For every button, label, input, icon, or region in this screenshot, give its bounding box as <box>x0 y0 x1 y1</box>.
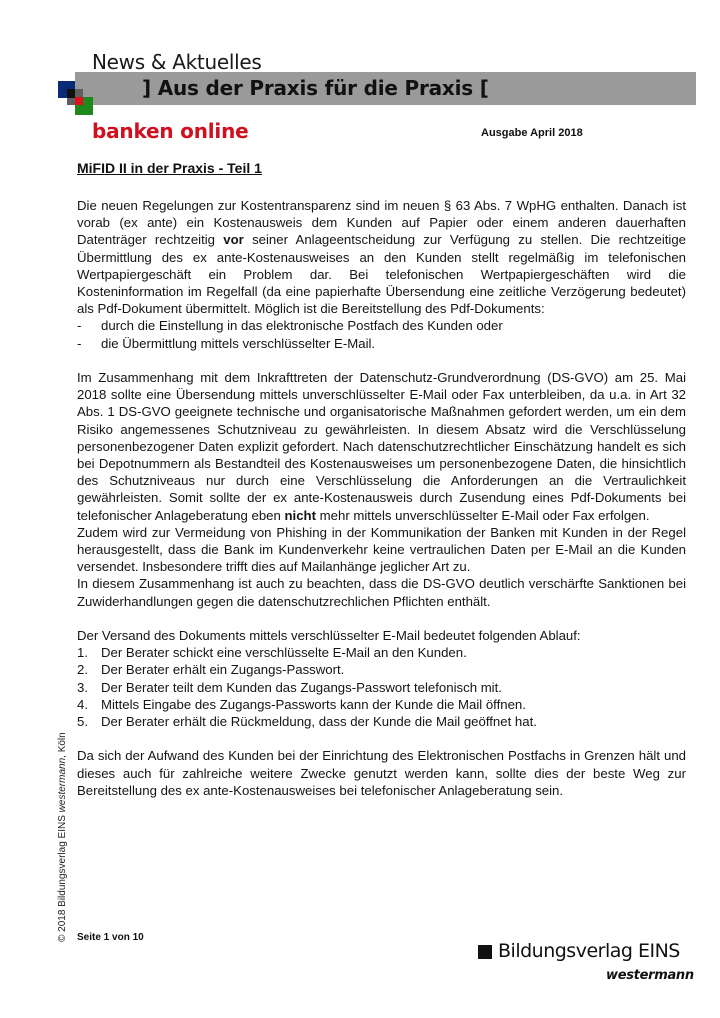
paragraph: Der Versand des Dokuments mittels verschlüsselter E-Mail bedeutet folgenden Ablauf: <box>77 628 581 644</box>
logo-square-red <box>75 97 83 105</box>
paragraph: Die neuen Regelungen zur Kostentransparenz sind im neuen § 63 Abs. 7 WpHG enthalten. Danach ist vorab (ex ante) ein Kostenausweis dem Kunden auf Papier oder einem anderen dauerhaften Datenträger rechtzeitig vor seiner Anlageentscheidung zur Verfügung zu stellen. Die rechtzeitige Übermittlung des ex ante-Kostenausweises an den Kunden stellt regelmäßig im telefonischen Wertpapiergeschäft ein Problem dar. Bei telefonischen Wertpapiergeschäften wird die Kosteninformation im Regelfall (da eine papierhafte Übersendung eine zeitliche Verzögerung bedeutet) als Pdf-Dokument übermittelt. Möglich ist die Bereitstellung des Pdf-Dokuments: <box>77 198 687 317</box>
copyright-notice: © 2018 Bildungsverlag EINS westermann, Köln <box>57 732 68 942</box>
list-item: - die Übermittlung mittels verschlüsselter E-Mail. <box>77 335 376 351</box>
section-title: News & Aktuelles <box>92 50 262 74</box>
publisher-subtitle: westermann <box>606 968 694 983</box>
paragraph: In diesem Zusammenhang ist auch zu beachten, dass die DS-GVO deutlich verschärfte Sanktionen bei Zuwiderhandlungen gegen die datenschutzrechlichen Pflichten enthält. <box>77 576 686 609</box>
publisher-name: Bildungsverlag EINS <box>498 940 680 962</box>
article-title: MiFID II in der Praxis - Teil 1 <box>77 160 262 176</box>
banner-title: ] Aus der Praxis für die Praxis [ <box>142 76 489 100</box>
list-item: 5. Der Berater erhält die Rückmeldung, dass der Kunde die Mail geöffnet hat. <box>77 714 537 730</box>
list-item: 1. Der Berater schickt eine verschlüsselte E-Mail an den Kunden. <box>77 645 467 661</box>
publisher-logo-icon <box>478 945 492 959</box>
brand-title: banken online <box>92 119 249 143</box>
page-number: Seite 1 von 10 <box>77 932 144 943</box>
list-item: - durch die Einstellung in das elektronische Postfach des Kunden oder <box>77 318 503 334</box>
list-item: 2. Der Berater erhält ein Zugangs-Passwort. <box>77 662 345 678</box>
logo-square-overlap <box>67 89 75 98</box>
paragraph: Zudem wird zur Vermeidung von Phishing in der Kommunikation der Banken mit Kunden in der Regel herausgestellt, dass die Bank im Kundenverkehr keine vertraulichen Daten per E-Mail an die Kunden versendet. Insbesondere trifft dies auf Mailanhänge jeglicher Art zu. <box>77 524 686 575</box>
paragraph: Im Zusammenhang mit dem Inkrafttreten der Datenschutz-Grundverordnung (DS-GVO) am 25. Mai 2018 sollte eine Übersendung mittels unverschlüsselter E-Mail oder Fax unterbleiben, da u.a. in Art 32 Abs. 1 DS-GVO geeignete technische und organisatorische Maßnahmen gefordert werden, um ein dem Risiko angemessenes Schutzniveau zu gewährleisten. In diesem Absatz wird die Verschlüsselung personenbezogener Daten explizit gefordert. Nach datenschutzrechtlicher Einschätzung handelt es sich bei Depotnummern als Bestandteil des Kostenausweises um personenbezogene Daten, die hinsichtlich des Schutzniveaus nur durch eine Verschlüsselung die Anforderungen an die Vertraulichkeit gewährleisten. Somit sollte der ex ante-Kostenausweis durch Zusendung eines Pdf-Dokuments bei telefonischer Anlageberatung eben nicht mehr mittels unverschlüsselter E-Mail oder Fax erfolgen. <box>77 370 686 523</box>
issue-date: Ausgabe April 2018 <box>481 127 583 139</box>
paragraph: Da sich der Aufwand des Kunden bei der Einrichtung des Elektronischen Postfachs in Grenzen hält und dieses auch für zahlreiche weitere Zwecke genutzt werden kann, sollte dies der beste Weg zur Bereitstellung des ex ante-Kostenausweises bei telefonischer Anlageberatung sein. <box>77 748 686 798</box>
list-item: 3. Der Berater teilt dem Kunden das Zugangs-Passwort telefonisch mit. <box>77 679 502 695</box>
article-body <box>77 197 686 799</box>
list-item: 4. Mittels Eingabe des Zugangs-Passworts kann der Kunde die Mail öffnen. <box>77 696 526 712</box>
